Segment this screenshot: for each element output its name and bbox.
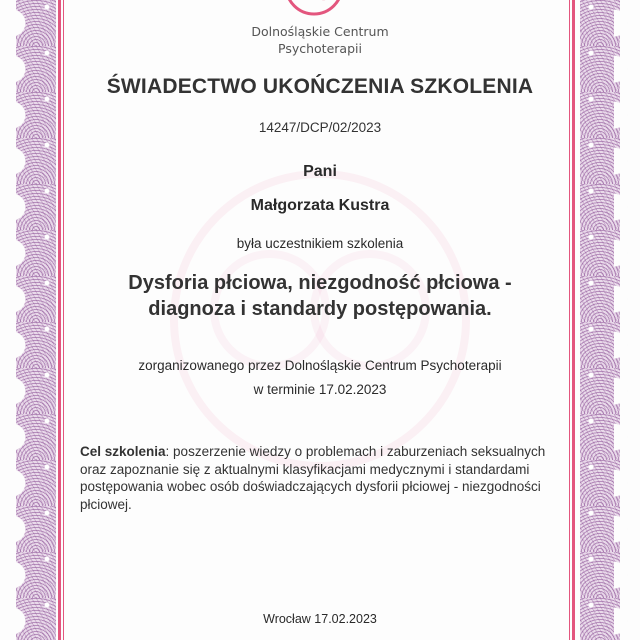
recipient-name: Małgorzata Kustra — [250, 197, 390, 214]
organization-name-line2: Psychoterapii — [278, 41, 362, 56]
participation-text: była uczestnikiem szkolenia — [236, 236, 404, 251]
course-title-line1: Dysforia płciowa, niezgodność płciowa - — [128, 272, 512, 294]
place-and-date: Wrocław 17.02.2023 — [263, 612, 377, 626]
goal-label: Cel szkolenia — [80, 444, 166, 459]
certificate-title: ŚWIADECTWO UKOŃCZENIA SZKOLENIA — [106, 75, 534, 98]
dcp-logo-icon — [279, 0, 349, 16]
reference-number: 14247/DCP/02/2023 — [258, 120, 382, 135]
organization-name-line1: Dolnośląskie Centrum — [251, 24, 389, 39]
training-goal — [80, 443, 560, 513]
course-title — [0, 270, 640, 322]
goal-text: : poszerzenie wiedzy o problemach i zaburzeniach seksualnych oraz zapoznanie się z aktualnymi klasyfikacjami medycznymi i standardami postępowania wobec osób doświadczających dysforii płciowej - niezgodności płciowej. — [80, 444, 546, 512]
salutation: Pani — [303, 163, 337, 180]
organized-by: zorganizowanego przez Dolnośląskie Centrum Psychoterapii — [138, 358, 502, 373]
course-title-line2: diagnoza i standardy postępowania. — [148, 298, 492, 320]
training-date: w terminie 17.02.2023 — [253, 382, 387, 397]
